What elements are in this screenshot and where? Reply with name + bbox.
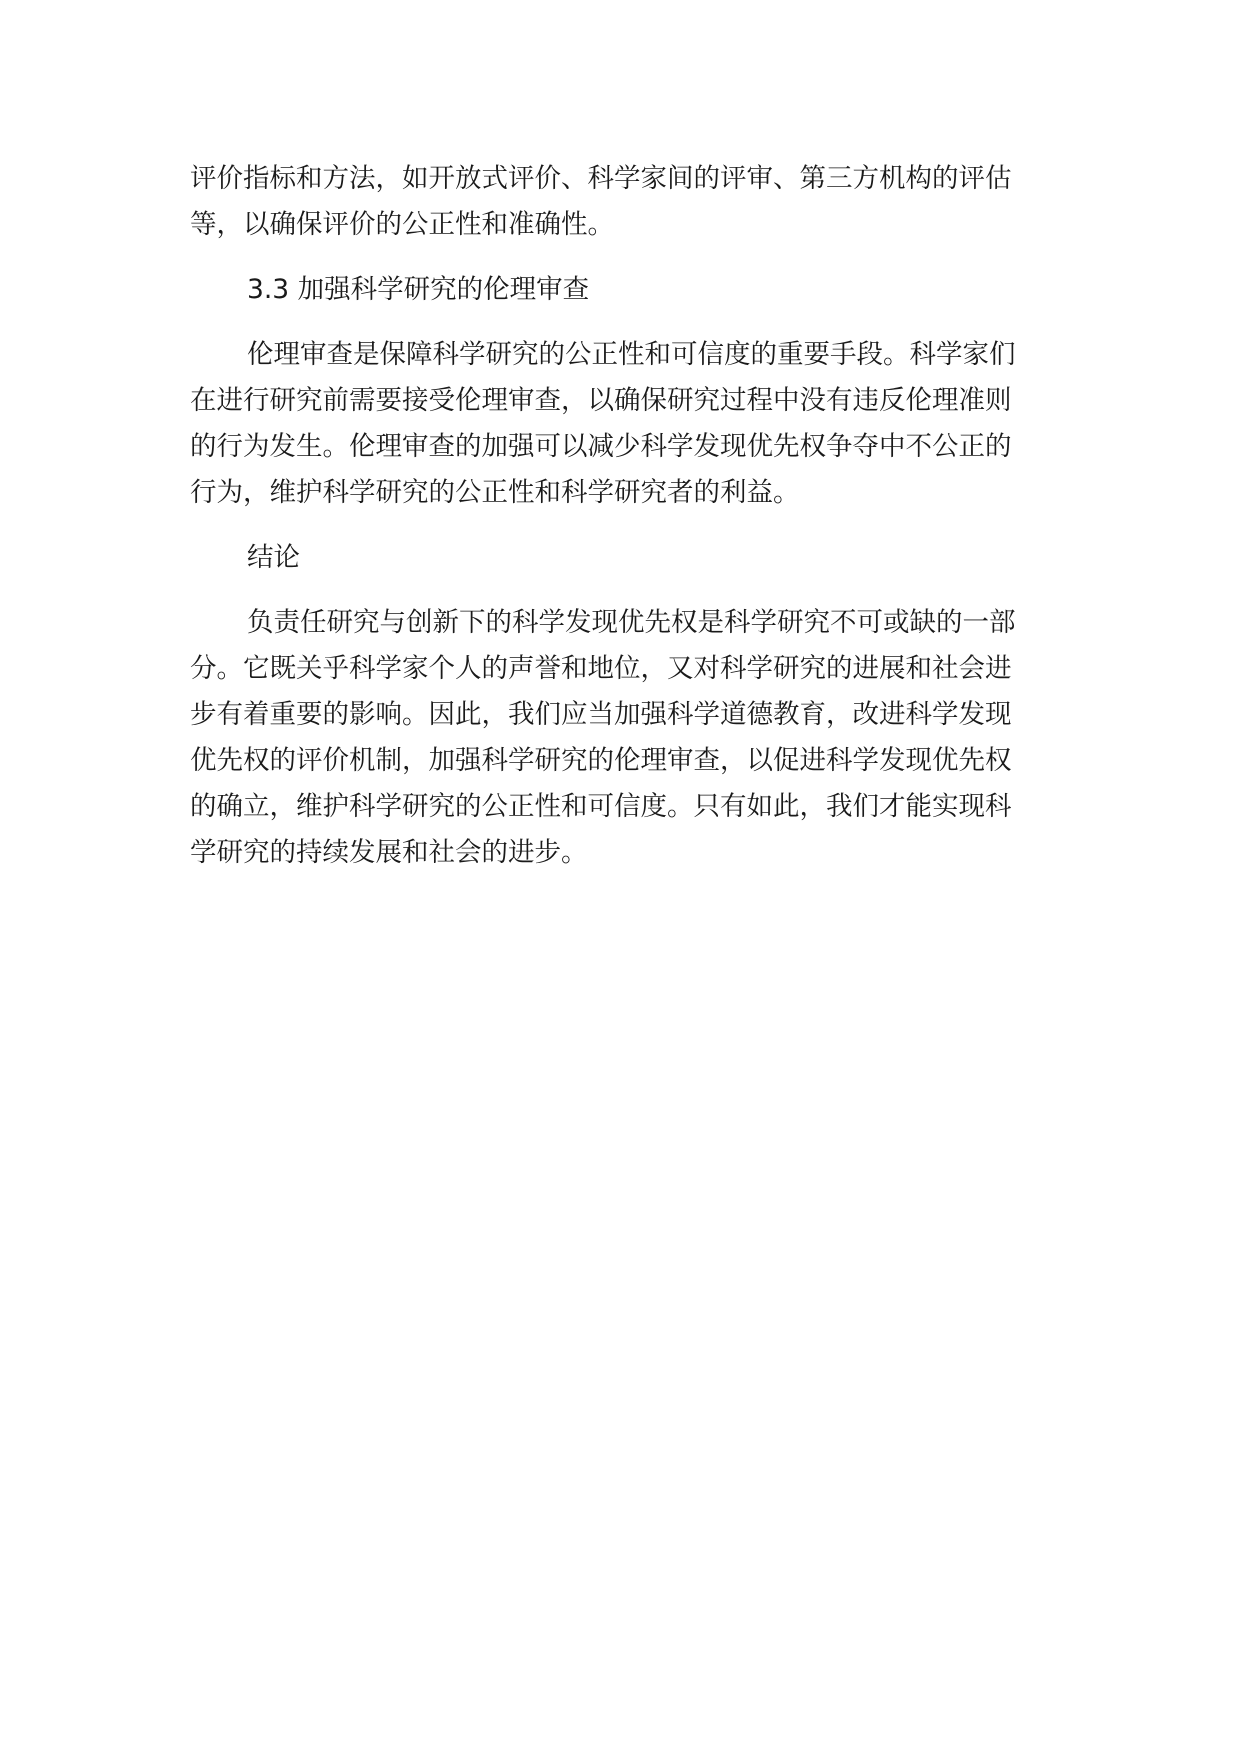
text-line: 评价指标和方法，如开放式评价、科学家间的评审、第三方机构的评估 <box>190 163 1012 194</box>
section-heading-conclusion: 结论 <box>247 542 300 573</box>
text-line: 学研究的持续发展和社会的进步。 <box>190 837 588 868</box>
paragraph-evaluation-continued <box>190 156 1038 248</box>
paragraph-ethics-review <box>190 332 1038 516</box>
text-line: 等，以确保评价的公正性和准确性。 <box>190 209 614 240</box>
section-heading-3-3: 3.3 加强科学研究的伦理审查 <box>247 274 590 305</box>
text-line: 在进行研究前需要接受伦理审查，以确保研究过程中没有违反伦理准则 <box>190 385 1012 416</box>
text-line: 的行为发生。伦理审查的加强可以减少科学发现优先权争夺中不公正的 <box>190 431 1012 462</box>
document-body <box>190 156 1038 876</box>
text-line: 负责任研究与创新下的科学发现优先权是科学研究不可或缺的一部 <box>247 607 1016 638</box>
text-line: 优先权的评价机制，加强科学研究的伦理审查，以促进科学发现优先权 <box>190 745 1012 776</box>
text-line: 分。它既关乎科学家个人的声誉和地位，又对科学研究的进展和社会进 <box>190 653 1012 684</box>
paragraph-conclusion <box>190 600 1038 876</box>
text-line: 行为，维护科学研究的公正性和科学研究者的利益。 <box>190 477 800 508</box>
text-line: 伦理审查是保障科学研究的公正性和可信度的重要手段。科学家们 <box>247 339 1016 370</box>
text-line: 步有着重要的影响。因此，我们应当加强科学道德教育，改进科学发现 <box>190 699 1012 730</box>
text-line: 的确立，维护科学研究的公正性和可信度。只有如此，我们才能实现科 <box>190 791 1012 822</box>
